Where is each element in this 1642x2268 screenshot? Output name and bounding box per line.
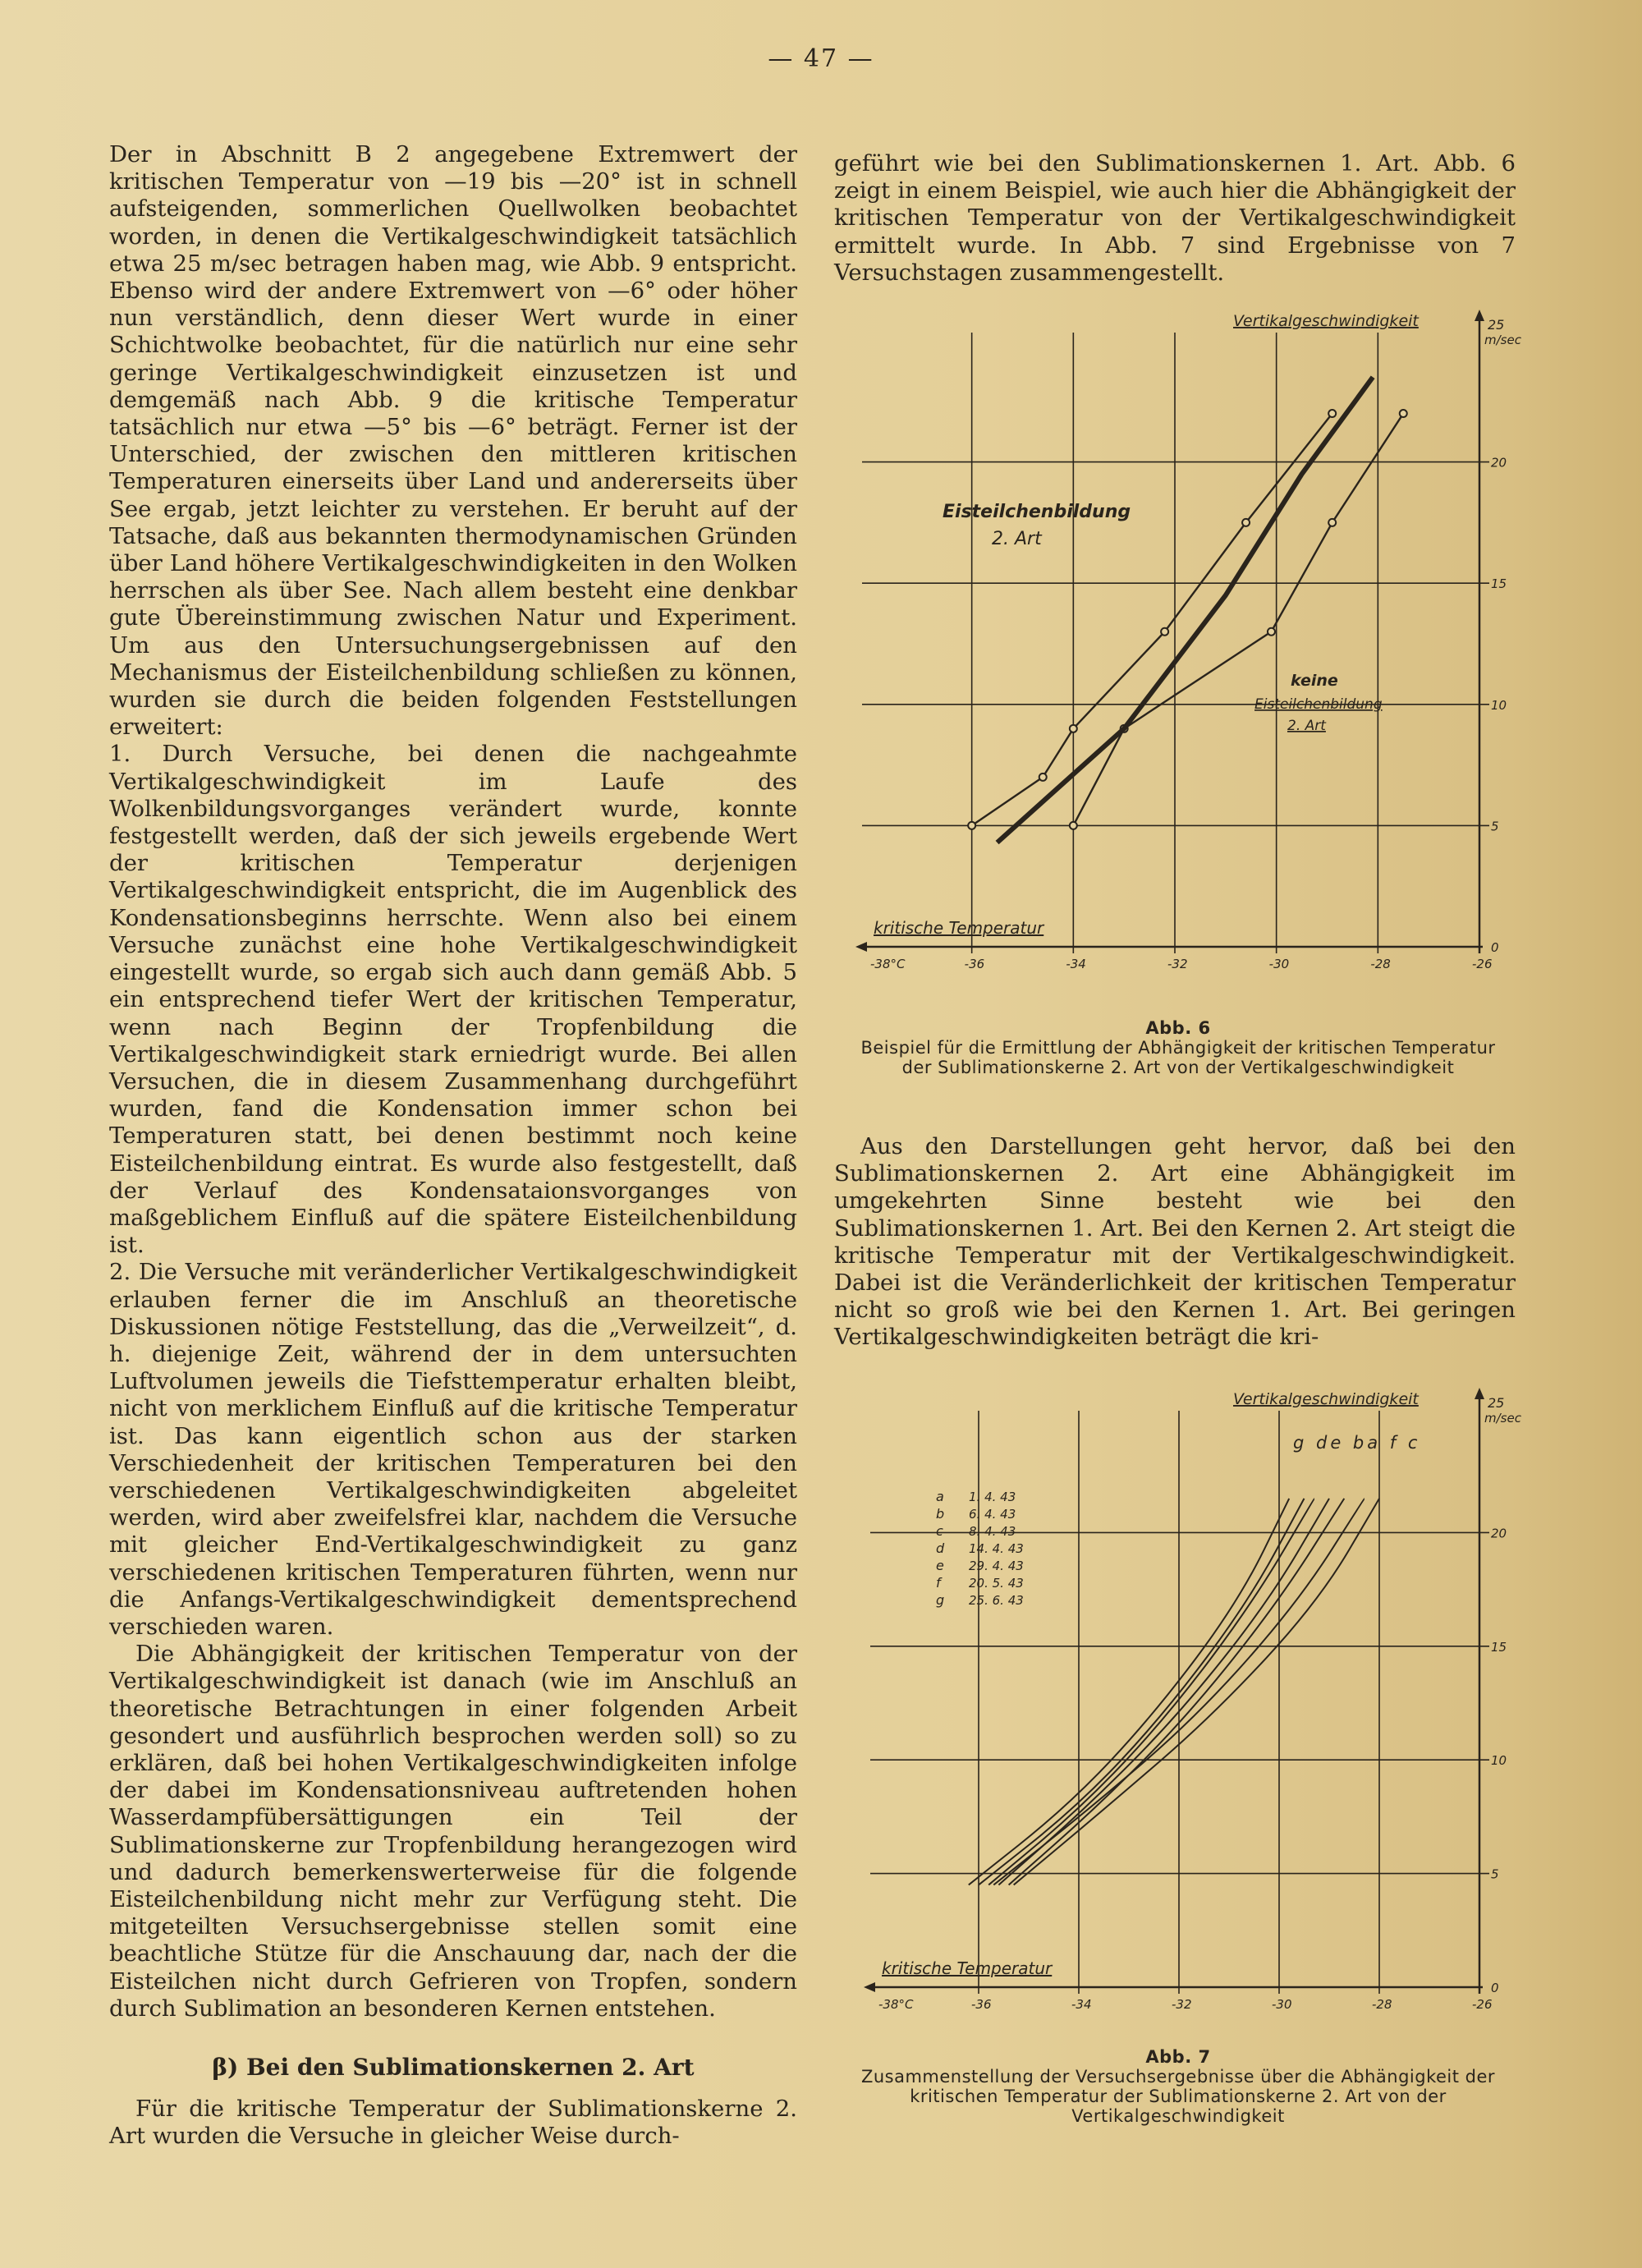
left-column	[109, 141, 797, 2151]
figure-7-caption-text: Zusammenstellung der Versuchsergebnisse über die Abhängigkeit der kritischen Temperatur der Sublimationskerne 2. Art von der Vertikalgeschwindigkeit	[860, 2067, 1496, 2126]
curve-labels: g de ba f c	[1293, 1433, 1421, 1453]
series-curve-g	[969, 1499, 1289, 1885]
figure-7	[846, 1388, 1521, 2020]
y-axis-title: Vertikalgeschwindigkeit	[1233, 312, 1419, 330]
x-tick-label: -26	[1472, 1997, 1493, 2012]
x-tick-label: -36	[971, 1997, 992, 2012]
x-tick-label: -30	[1272, 1997, 1292, 2012]
x-tick-label: -34	[1066, 957, 1086, 971]
y-tick-label: 0	[1491, 1981, 1499, 1995]
annotation-keine: keine	[1291, 672, 1338, 690]
x-axis-title: kritische Temperatur	[882, 1958, 1053, 1978]
x-tick-label: -34	[1071, 1997, 1092, 2012]
y-tick-label: 15	[1491, 1639, 1507, 1655]
data-point	[968, 822, 975, 829]
y-tick-label: 5	[1491, 1866, 1499, 1882]
figure-7-caption	[837, 2047, 1519, 2126]
figure-6-caption	[846, 1018, 1511, 1077]
page-number: — 47 —	[768, 44, 874, 73]
figure-6-chart	[846, 308, 1521, 981]
legend-key-c: c	[936, 1523, 943, 1539]
right-column-middle	[834, 1133, 1516, 1352]
figure-7-chart	[846, 1388, 1521, 2020]
series-line-3	[998, 377, 1374, 842]
list-item-1: 1. Durch Versuche, bei denen die nachgeahmte Vertikalgeschwindigkeit im Laufe des Wolkenbildungsvorganges verändert wurde, konnte festgestellt werden, daß der sich jeweils ergebende Wert der kritischen Temperatur derjenigen Vertikalgeschwindigkeit entspricht, die im Augenblick des Kondensationsbeginns herrschte. Wenn also bei einem Versuche zunächst eine hohe Vertikalgeschwindigkeit eingestellt wurde, so ergab sich auch dann gemäß Abb. 5 ein entsprechend tiefer Wert der kritischen Temperatur, wenn nach Beginn der Tropfenbildung die Vertikalgeschwindigkeit stark erniedrigt wurde. Bei allen Versuchen, die in diesem Zusammenhang durchgeführt wurden, fand die Kondensation immer schon bei Temperaturen statt, bei denen bestimmt noch keine Eisteilchenbildung eintrat. Es wurde also festgestellt, daß der Verlauf des Kondensataionsvorganges von maßgeblichem Einfluß auf die spätere Eisteilchenbildung ist.	[109, 741, 797, 1259]
y-unit-number: 25	[1488, 317, 1505, 333]
x-tick-label: -28	[1370, 957, 1391, 971]
x-tick-label: -28	[1372, 1997, 1392, 2012]
x-axis-title: kritische Temperatur	[874, 918, 1044, 938]
legend-date-e: 29. 4. 43	[969, 1559, 1024, 1573]
data-point	[1161, 628, 1168, 636]
right-column-top	[834, 150, 1516, 287]
series-curve-d	[979, 1499, 1305, 1885]
data-point	[1268, 628, 1275, 636]
legend-date-d: 14. 4. 43	[969, 1541, 1024, 1556]
legend-date-c: 8. 4. 43	[969, 1524, 1016, 1539]
data-point	[1328, 410, 1336, 417]
y-tick-label: 10	[1491, 1753, 1507, 1769]
x-tick-label: -38°C	[878, 1997, 914, 2012]
legend-key-g: g	[936, 1592, 945, 1608]
y-tick-label: 15	[1491, 576, 1507, 592]
series-line-2	[1073, 414, 1403, 826]
series-curve-e	[988, 1499, 1314, 1885]
x-tick-label: -32	[1172, 1997, 1192, 2012]
y-axis-arrow	[1475, 310, 1484, 321]
x-tick-label: -26	[1472, 957, 1493, 971]
legend-date-b: 6. 4. 43	[969, 1507, 1016, 1522]
annotation-keine-eisteilchenbildung: Eisteilchenbildung	[1254, 696, 1383, 713]
series-curve-a	[1009, 1499, 1345, 1885]
y-unit-label: m/sec	[1484, 1411, 1521, 1426]
x-tick-label: -38°C	[870, 957, 906, 971]
annotation-keine-art: 2. Art	[1287, 718, 1326, 734]
data-point	[1328, 519, 1336, 526]
y-tick-label: 0	[1491, 940, 1499, 955]
legend-key-d: d	[936, 1540, 945, 1556]
x-tick-label: -32	[1167, 957, 1188, 971]
y-tick-label: 5	[1491, 819, 1499, 834]
y-axis-arrow	[1475, 1388, 1484, 1399]
data-point	[1242, 519, 1250, 526]
left-paragraph-2: Die Abhängigkeit der kritischen Temperatur von der Vertikalgeschwindigkeit ist danach (wie im Anschluß an theoretische Betrachtungen in einer folgenden Arbeit gesondert und ausführlich besprochen werden soll) so zu erklären, daß bei hohen Vertikalgeschwindigkeiten infolge der dabei im Kondensationsniveau auftretenden hohen Wasserdampfübersättigungen ein Teil der Sublimationskerne zur Tropfenbildung herangezogen wird und dadurch bemerkenswerterweise für die folgende Eisteilchenbildung nicht mehr zur Verfügung steht. Die mitgeteilten Versuchsergebnisse stellen somit eine beachtliche Stütze für die Anschauung dar, nach der die Eisteilchen nicht durch Gefrieren von Tropfen, sondern durch Sublimation an besonderen Kernen entstehen.	[109, 1641, 797, 2022]
left-paragraph-3: Für die kritische Temperatur der Sublimationskerne 2. Art wurden die Versuche in gleicher Weise durch-	[109, 2096, 797, 2150]
legend-key-e: e	[936, 1558, 944, 1573]
figure-6-caption-text: Beispiel für die Ermittlung der Abhängigkeit der kritischen Temperatur der Sublimationskerne 2. Art von der Vertikalgeschwindigkeit	[860, 1038, 1496, 1077]
annotation-eisteilchenbildung: Eisteilchenbildung	[943, 502, 1131, 522]
data-point	[1070, 822, 1077, 829]
figure-6	[846, 308, 1521, 981]
data-point	[1400, 410, 1407, 417]
section-heading: β) Bei den Sublimationskernen 2. Art	[212, 2054, 695, 2082]
right-paragraph-2: Aus den Darstellungen geht hervor, daß bei den Sublimationskernen 2. Art eine Abhängigkeit im umgekehrten Sinne besteht wie bei den Sublimationskernen 1. Art. Bei den Kernen 2. Art steigt die kritische Temperatur mit der Vertikalgeschwindigkeit. Dabei ist die Veränderlichkeit der kritischen Temperatur nicht so groß wie bei den Kernen 1. Art. Bei geringen Vertikalgeschwindigkeiten beträgt die kri-	[834, 1133, 1516, 1351]
figure-7-label: Abb. 7	[1145, 2047, 1211, 2067]
y-tick-label: 10	[1491, 697, 1507, 713]
legend-date-a: 1. 4. 43	[969, 1490, 1016, 1504]
y-tick-label: 20	[1491, 1526, 1507, 1541]
legend-key-f: f	[936, 1575, 941, 1591]
legend-key-b: b	[936, 1506, 945, 1522]
legend-date-g: 25. 6. 43	[969, 1593, 1024, 1608]
list-item-2: 2. Die Versuche mit veränderlicher Vertikalgeschwindigkeit erlauben ferner die im Anschluß an theoretische Diskussionen nötige Feststellung, das die „Verweilzeit“, d. h. diejenige Zeit, während der in dem untersuchten Luftvolumen jeweils die Tiefsttemperatur erhalten bleibt, nicht von merklichem Einfluß auf die kritische Temperatur ist. Das kann eigentlich schon aus der starken Verschiedenheit der kritischen Temperaturen bei den verschiedenen Vertikalgeschwindigkeiten abgeleitet werden, wird aber zweifelsfrei klar, nachdem die Versuche mit gleicher End-Vertikalgeschwindigkeit zu ganz verschiedenen kritischen Temperaturen führten, wenn nur die Anfangs-Vertikalgeschwindigkeit dementsprechend verschieden waren.	[109, 1259, 797, 1640]
y-axis-title: Vertikalgeschwindigkeit	[1233, 1390, 1419, 1408]
figure-6-label: Abb. 6	[1145, 1018, 1211, 1038]
data-point	[1070, 725, 1077, 732]
legend-date-f: 20. 5. 43	[969, 1576, 1024, 1591]
x-tick-label: -36	[964, 957, 985, 971]
legend-key-a: a	[936, 1489, 944, 1504]
y-unit-label: m/sec	[1484, 333, 1521, 347]
y-tick-label: 20	[1491, 455, 1507, 471]
y-unit-number: 25	[1488, 1395, 1505, 1411]
x-tick-label: -30	[1268, 957, 1290, 971]
x-axis-arrow	[864, 1982, 875, 1992]
left-paragraph-1: Der in Abschnitt B 2 angegebene Extremwert der kritischen Temperatur von —19 bis —20° ist in schnell aufsteigenden, sommerlichen Quellwolken beobachtet worden, in denen die Vertikalgeschwindigkeit tatsächlich etwa 25 m/sec betragen haben mag, wie Abb. 9 entspricht. Ebenso wird der andere Extremwert von —6° oder höher nun verständlich, denn dieser Wert wurde in einer Schichtwolke beobachtet, für die natürlich nur eine sehr geringe Vertikalgeschwindigkeit einzusetzen ist und demgemäß nach Abb. 9 die kritische Temperatur tatsächlich nur etwa —5° bis —6° beträgt. Ferner ist der Unterschied, der zwischen den mittleren kritischen Temperaturen einerseits über Land und andererseits über See ergab, jetzt leichter zu verstehen. Er beruht auf der Tatsache, daß aus bekannten thermodynamischen Gründen über Land höhere Vertikalgeschwindigkeiten in den Wolken herrschen als über See. Nach allem besteht eine denkbar gute Übereinstimmung zwischen Natur und Experiment. Um aus den Untersuchungsergebnissen auf den Mechanismus der Eisteilchenbildung schließen zu können, wurden sie durch die beiden folgenden Feststellungen erweitert:	[109, 141, 797, 741]
right-paragraph-1: geführt wie bei den Sublimationskernen 1. Art. Abb. 6 zeigt in einem Beispiel, wie auch hier die Abhängigkeit der kritischen Temperatur von der Vertikalgeschwindigkeit ermittelt wurde. In Abb. 7 sind Ergebnisse von 7 Versuchstagen zusammengestellt.	[834, 150, 1516, 286]
data-point	[1039, 774, 1047, 781]
annotation-eisteilchenbildung-art: 2. Art	[992, 529, 1042, 549]
x-axis-arrow	[855, 942, 867, 952]
